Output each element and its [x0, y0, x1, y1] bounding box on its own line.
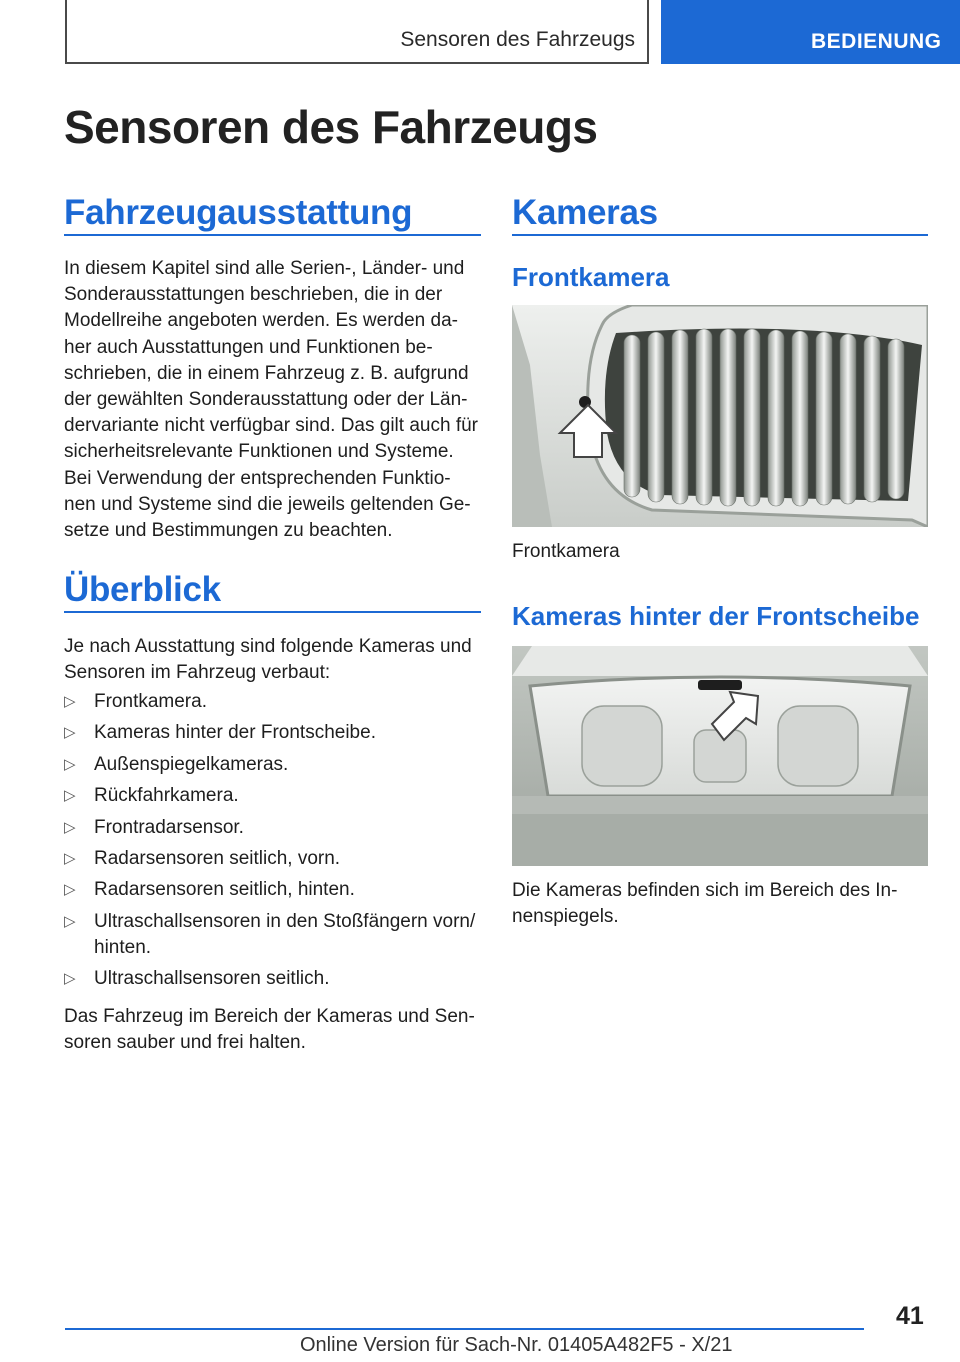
list-item-text: Rückfahrkamera.: [94, 785, 239, 807]
triangle-bullet-icon: ▷: [64, 881, 76, 899]
text-line: Sonderausstattungen beschrieben, die in der: [64, 284, 443, 306]
text-line: In diesem Kapitel sind alle Serien-, Länder- und: [64, 258, 465, 279]
triangle-bullet-icon: ▷: [64, 755, 76, 773]
list-item-text: Außenspiegelkameras.: [94, 753, 289, 775]
text-line: Modellreihe angeboten werden. Es werden da-: [64, 310, 458, 332]
list-item: [64, 783, 484, 809]
header-section-title: Sensoren des Fahrzeugs: [400, 28, 635, 51]
heading-frontkamera: Frontkamera: [512, 262, 670, 292]
triangle-bullet-icon: ▷: [64, 818, 76, 836]
list-item: [64, 846, 484, 872]
list-item-text: Ultraschallsensoren seitlich.: [94, 968, 330, 990]
triangle-bullet-icon: ▷: [64, 912, 76, 930]
list-item-text: Kameras hinter der Frontscheibe.: [94, 722, 376, 744]
text-line: Die Kameras befinden sich im Bereich des In-: [512, 880, 898, 901]
list-item-text: Radarsensoren seitlich, hinten.: [94, 879, 355, 901]
text-line: setze und Bestimmungen zu beachten.: [64, 520, 393, 542]
text-line: dervariante nicht verfügbar sind. Das gilt auch für: [64, 415, 478, 437]
list-item-text: Radarsensoren seitlich, vorn.: [94, 847, 341, 869]
text-line: Das Fahrzeug im Bereich der Kameras und Sen-: [64, 1006, 475, 1027]
heading-rule: [64, 611, 481, 613]
triangle-bullet-icon: ▷: [64, 724, 76, 742]
interior-windshield-illustration: [512, 646, 928, 866]
text-line: Sensoren im Fahrzeug verbaut:: [64, 662, 331, 684]
sensor-list: [64, 689, 484, 998]
text-line: Je nach Ausstattung sind folgende Kameras und: [64, 636, 472, 657]
triangle-bullet-icon: ▷: [64, 970, 76, 988]
page-number: 41: [896, 1302, 924, 1330]
triangle-bullet-icon: ▷: [64, 787, 76, 805]
text-line: sicherheitsrelevante Funktionen und Systeme.: [64, 441, 454, 463]
kidney-grille-illustration: [512, 305, 928, 527]
text-line: nenspiegels.: [512, 906, 619, 928]
heading-kameras: Kameras: [512, 193, 658, 232]
paragraph-fahrzeugausstattung: [64, 256, 484, 544]
text-line: der gewählten Sonderausstattung oder der Län-: [64, 389, 468, 411]
frontkamera-caption: Frontkamera: [512, 541, 620, 562]
text-line: nen und Systeme sind die jeweils geltenden Ge-: [64, 493, 471, 515]
header-section-box: [65, 0, 649, 64]
triangle-bullet-icon: ▷: [64, 849, 76, 867]
list-item: [64, 877, 484, 903]
text-line: Bei Verwendung der entsprechenden Funktio-: [64, 467, 451, 489]
list-item: [64, 689, 484, 715]
list-item: [64, 752, 484, 778]
footer-rule: [65, 1328, 864, 1330]
list-item-text: Frontkamera.: [94, 691, 207, 712]
heading-fahrzeugausstattung: Fahrzeugausstattung: [64, 193, 413, 232]
frontkamera-photo: [512, 305, 928, 527]
frontscheibe-photo: [512, 646, 928, 866]
list-item: [64, 909, 484, 961]
heading-rule: [512, 234, 928, 236]
footer-online-version: Online Version für Sach-Nr. 01405A482F5 - X/21: [300, 1334, 733, 1356]
text-line: her auch Ausstattungen und Funktionen be-: [64, 336, 433, 358]
heading-kameras-frontscheibe: Kameras hinter der Frontscheibe: [512, 601, 920, 631]
triangle-bullet-icon: ▷: [64, 693, 76, 710]
list-item: [64, 720, 484, 746]
header-chapter-tab: [661, 0, 960, 64]
list-item-text: Ultraschallsensoren in den Stoßfängern vorn/ hinten.: [94, 910, 476, 958]
list-item-text: Frontradarsensor.: [94, 816, 244, 838]
frontscheibe-caption: [512, 878, 928, 930]
list-item: [64, 966, 484, 992]
paragraph-ueberblick-intro: [64, 634, 484, 686]
text-line: soren sauber und frei halten.: [64, 1032, 306, 1054]
header-chapter-label: BEDIENUNG: [811, 30, 942, 53]
heading-ueberblick: Überblick: [64, 570, 221, 609]
list-item: [64, 815, 484, 841]
text-line: schrieben, die in einem Fahrzeug z. B. aufgrund: [64, 362, 469, 384]
paragraph-ueberblick-outro: [64, 1004, 484, 1056]
heading-rule: [64, 234, 481, 236]
page-title: Sensoren des Fahrzeugs: [64, 101, 598, 153]
